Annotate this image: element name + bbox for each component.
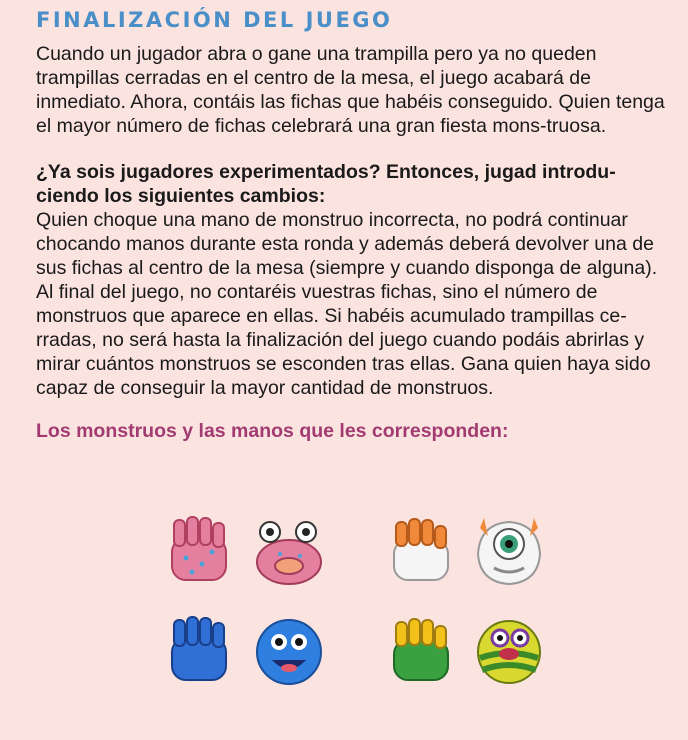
- pink-hand-icon: [162, 514, 236, 588]
- orange-white-hand-icon: [384, 514, 458, 588]
- advanced-heading: ¿Ya sois jugadores experimentados? Entonces, jugad introdu-ciendo los siguientes cambios:: [36, 161, 616, 207]
- green-striped-monster-icon: [472, 614, 546, 688]
- section-title: FINALIZACIÓN DEL JUEGO: [36, 8, 393, 32]
- intro-paragraph: Cuando un jugador abra o gane una trampilla pero ya no queden trampillas cerradas en el centro de la mesa, el juego acabará de inmediato. Ahora, contáis las fichas que habéis conseguido. Quien tenga el mayor número de fichas celebrará una gran fiesta mons-truosa.: [36, 43, 665, 137]
- monsters-heading: Los monstruos y las manos que les corresponden:: [36, 420, 509, 442]
- pink-monster-icon: [252, 514, 326, 588]
- rules-page: [36, 8, 666, 443]
- yellow-green-hand-icon: [384, 614, 458, 688]
- blue-hand-icon: [162, 614, 236, 688]
- advanced-rule-1: Quien choque una mano de monstruo incorrecta, no podrá continuar chocando manos durante esta ronda y además deberá devolver una de sus fichas al centro de la mesa (siempre y cuando disponga de alguna).: [36, 209, 658, 279]
- blue-furry-monster-icon: [252, 614, 326, 688]
- cyclops-monster-icon: [472, 514, 546, 588]
- advanced-rule-2: Al final del juego, no contaréis vuestras fichas, sino el número de monstruos que aparece en ellas. Si habéis acumulado trampillas ce-rradas, no será hasta la finalización del juego cuando podáis abrirlas y mirar cuántos monstruos se esconden tras ellas. Gana quien haya sido capaz de conseguir la mayor cantidad de monstruos.: [36, 281, 651, 399]
